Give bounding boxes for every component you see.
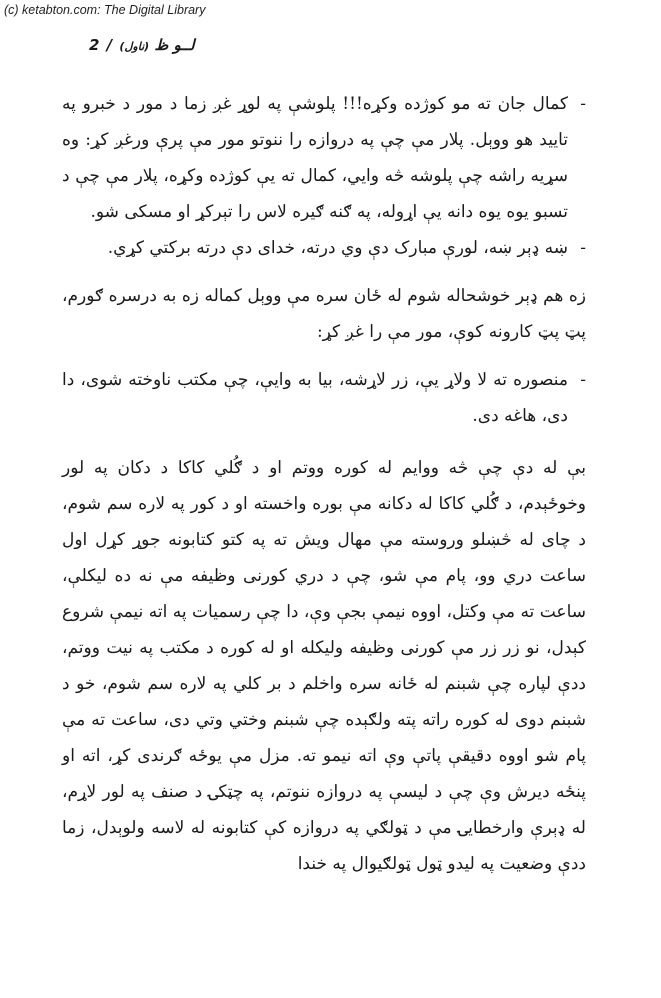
dialogue-dash: - [580, 370, 586, 390]
page-header [89, 36, 199, 54]
book-title: لــو ظ [154, 36, 195, 54]
book-genre: (ناول) [119, 40, 150, 53]
dialogue-paragraph [62, 86, 586, 230]
dialogue-dash: - [580, 94, 586, 114]
source-attribution: (c) ketabton.com: The Digital Library [4, 3, 206, 17]
narrative-paragraph [62, 278, 586, 350]
paragraph-text: بې له دې چې څه ووایم له کوره ووتم او د ګُلي کاکا د دکان په لور وخوځېدم، د ګُلي کاکا له دکانه مې بوره واخسته او د کور په لاره سم شوم، د چای له څښلو وروسته مې مهال ویش ته په کتو کتابونه جوړ کړل اول ساعت دري وو، پام مې شو، چې د دري کورنی وظیفه مې نه ده لیکلې، ساعت ته مې وکتل، اووه نیمې بجې وې، دا چې رسمیات په اته نیمې شروع کېدل، نو زر زر مې کورنی وظیفه ولیکله او له کوره د مکتب په نیت ووتم، ددې لپاره چې شبنم له ځانه سره واخلم د بر کلي په لاره سم شوم، خو د شبنم دوی له کوره راته پته ولګېده چې شبنم وختي وتي دی، ساعت ته مې پام شو اووه دقیقې پاتې وې اته نیمو ته. مزل مې یوځه ګرندی کړ، اته او پنځه دیرش وې چې د لیسې په دروازه ننوتم، په چټکۍ د صنف په لور لاړم، له ډېرې وارخطایۍ مې د ټولګي په دروازه کې کتابونه له لاسه ولوېدل، زما ددې وضعیت په لیدو ټول ټولګیوال په خندا [62, 458, 586, 874]
paragraph-text: زه هم ډېر خوشحاله شوم له ځان سره مې ووېل کماله زه به درسره ګورم، پټ پټ کارونه کوې، مور مې را غږ کړ: [62, 286, 586, 342]
page-number: 2 [89, 36, 100, 54]
dialogue-paragraph [62, 362, 586, 434]
paragraph-text: منصوره ته لا ولاړ یې، زر لاړشه، بیا به وایې، چې مکتب ناوخته شوی، دا دی، هاغه دی. [62, 370, 568, 426]
paragraph-text: کمال جان ته مو کوژده وکړه!!! پلوشې په لوړ غږ زما د مور د خبرو په تایید هو ووېل. پلار مې چې په دروازه را ننوتو مور مې پرې ورغږ کړ: وه سړیه راشه چې پلوشه څه وايي، کمال ته یې کوژده وکړه، پلار مې چې د تسبو یوه یوه دانه یې اړوله، په ګنه ګیره لاس را تېرکړ او مسکی شو. [62, 94, 568, 222]
page-body [62, 86, 586, 882]
dialogue-paragraph [62, 230, 586, 266]
header-separator: / [106, 36, 113, 54]
narrative-paragraph [62, 450, 586, 882]
dialogue-dash: - [580, 238, 586, 258]
paragraph-text: ښه ډېر ښه، لورې مبارک دې وي درته، خدای دې درته برکتي کړي. [107, 238, 568, 258]
